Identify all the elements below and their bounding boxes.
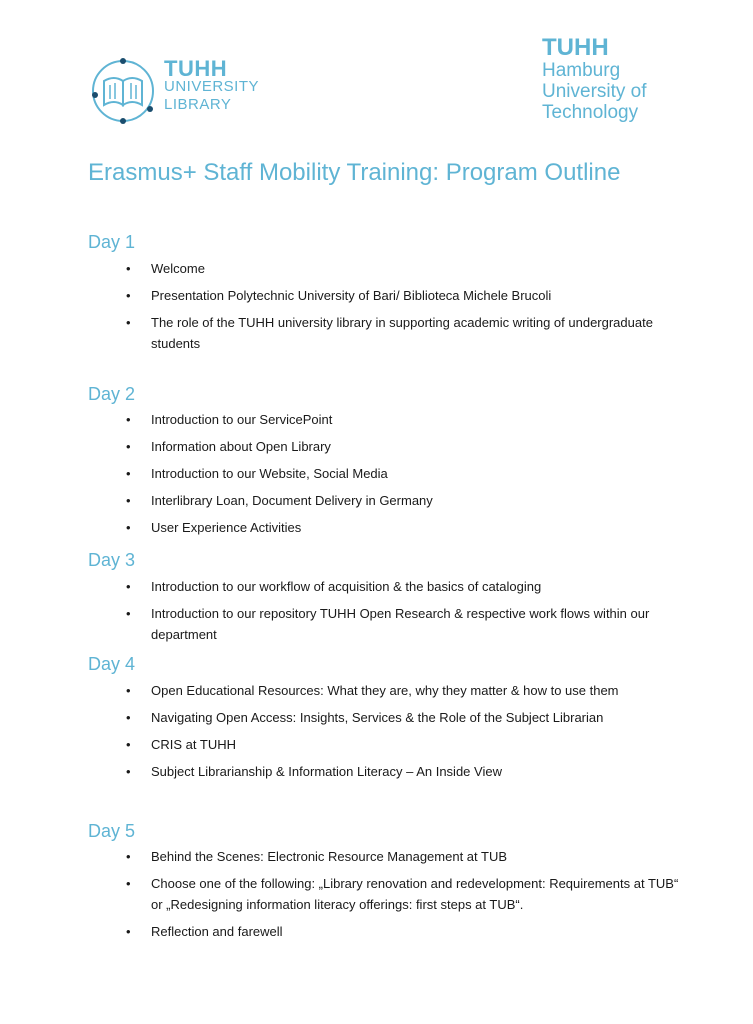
- list-item: • Introduction to our repository TUHH Open Research & respective work flows within our department: [126, 606, 650, 642]
- list-item: • Reflection and farewell: [126, 924, 283, 939]
- library-book-icon: [90, 55, 158, 127]
- day-3-heading: Day 3: [88, 550, 136, 570]
- library-logo-library: LIBRARY: [164, 96, 232, 113]
- day-4-list: [126, 680, 686, 782]
- list-item: • Introduction to our Website, Social Media: [126, 466, 388, 481]
- tuhh-library-logo: [90, 55, 280, 130]
- list-item: • User Experience Activities: [126, 520, 302, 535]
- library-logo-university: UNIVERSITY: [164, 78, 260, 95]
- document-title: Erasmus+ Staff Mobility Training: Program Outline: [88, 159, 621, 186]
- list-item: • Behind the Scenes: Electronic Resource Management at TUB: [126, 849, 508, 864]
- day-1-list: [126, 258, 686, 354]
- day-1-heading: Day 1: [88, 232, 136, 252]
- day-4-heading: Day 4: [88, 654, 136, 674]
- day-5-heading: Day 5: [88, 821, 136, 841]
- list-item: • The role of the TUHH university library in supporting academic writing of undergraduate students: [126, 315, 653, 351]
- day-2-list: [126, 409, 686, 538]
- university-logo-hamburg: Hamburg: [542, 60, 621, 81]
- library-logo-tuhh: TUHH: [164, 56, 228, 81]
- day-5-list: [126, 846, 686, 942]
- list-item: • Navigating Open Access: Insights, Services & the Role of the Subject Librarian: [126, 710, 604, 725]
- list-item: • Choose one of the following: „Library renovation and redevelopment: Requirements at TUB“ or „Redesigning information literacy offerings: first steps at TUB“.: [126, 876, 679, 912]
- list-item: • Introduction to our workflow of acquisition & the basics of cataloging: [126, 579, 542, 594]
- university-logo-tuhh: TUHH: [542, 34, 609, 61]
- university-logo-university-of: University of: [542, 81, 647, 102]
- list-item: • Welcome: [126, 261, 205, 276]
- list-item: • Open Educational Resources: What they are, why they matter & how to use them: [126, 683, 619, 698]
- tuhh-university-logo: [542, 36, 692, 123]
- list-item: • CRIS at TUHH: [126, 737, 236, 752]
- list-item: • Presentation Polytechnic University of Bari/ Biblioteca Michele Brucoli: [126, 288, 552, 303]
- day-3-list: [126, 576, 686, 645]
- list-item: • Information about Open Library: [126, 439, 331, 454]
- list-item: • Interlibrary Loan, Document Delivery in Germany: [126, 493, 433, 508]
- day-2-heading: Day 2: [88, 384, 136, 404]
- list-item: • Introduction to our ServicePoint: [126, 412, 333, 427]
- list-item: • Subject Librarianship & Information Literacy – An Inside View: [126, 764, 502, 779]
- university-logo-technology: Technology: [542, 102, 639, 123]
